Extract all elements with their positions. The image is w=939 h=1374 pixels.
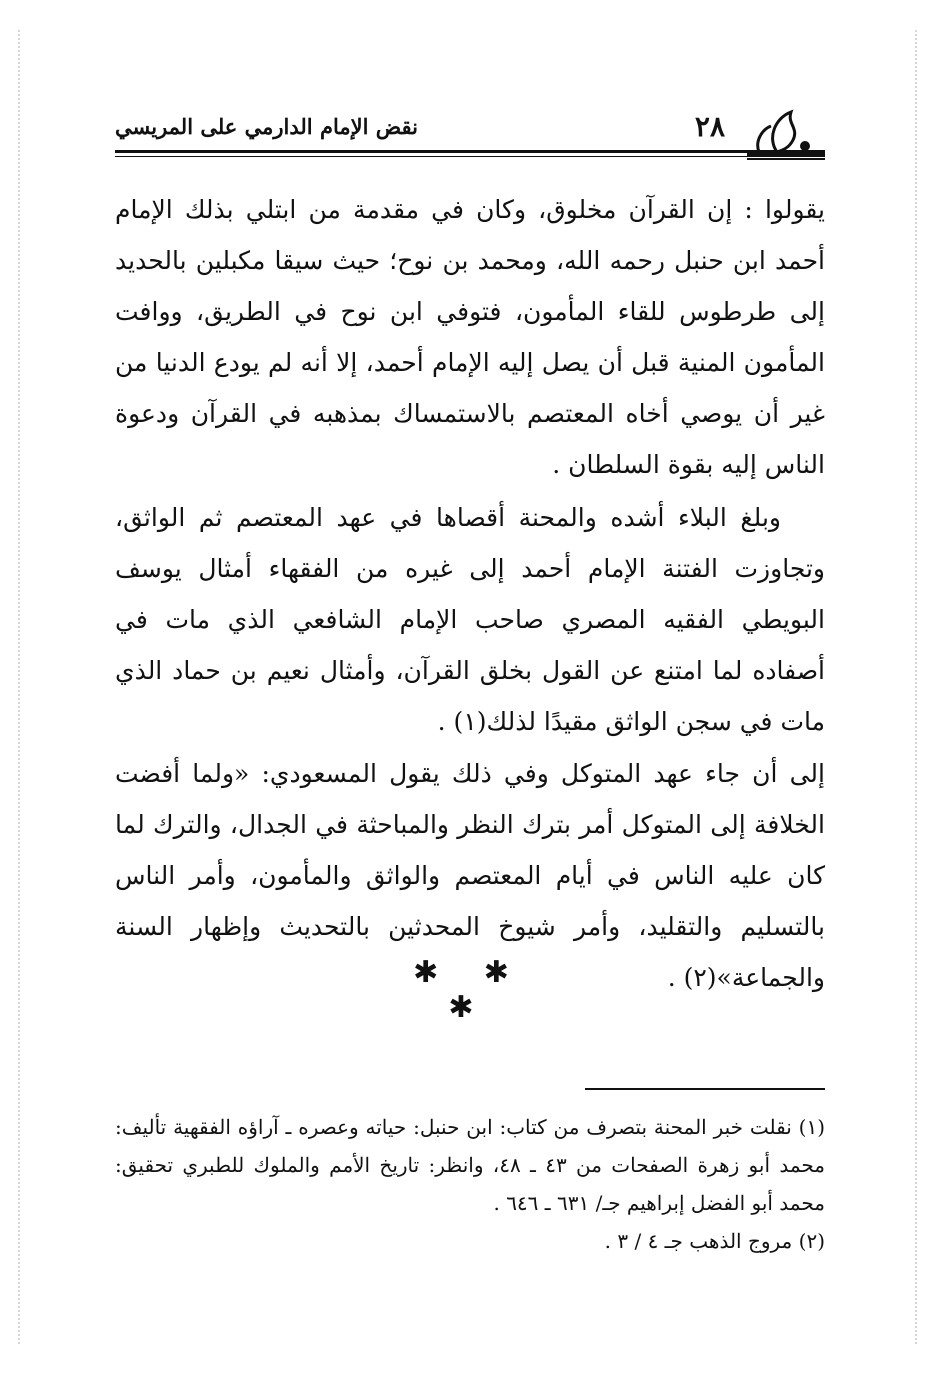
header-rule [115,150,825,157]
footnote-rule [585,1088,825,1090]
paragraph-3: إلى أن جاء عهد المتوكل وفي ذلك يقول المسعودي: «ولما أفضت الخلافة إلى المتوكل أمر بترك النظر والمباحثة في الجدال، والترك لما كان عليه الناس في أيام المعتصم والواثق والمأمون، وأمر الناس بالتسليم والتقليد، وأمر شيوخ المحدثين بالتحديث وإظهار السنة والجماعة»(٢) . [115,759,825,992]
footnote-1: (١) نقلت خبر المحنة بتصرف من كتاب: ابن حنبل: حياته وعصره ـ آراؤه الفقهية تأليف: محمد أبو زهرة الصفحات من ٤٣ ـ ٤٨، وانظر: تاريخ الأمم والملوك للطبري تحقيق: محمد أبو الفضل إبراهيم جـ/ ٦٣١ ـ ٦٤٦ . [115,1115,826,1215]
section-separator: ✱ ✱ ✱ [413,955,527,1025]
paragraph-1: يقولوا : إن القرآن مخلوق، وكان في مقدمة من ابتلي بذلك الإمام أحمد ابن حنبل رحمه الله، ومحمد بن نوح؛ حيث سيقا مكبلين بالحديد إلى طرطوس للقاء المأمون، فتوفي ابن نوح في الطريق، ووافت المأمون المنية قبل أن يصل إليه الإمام أحمد، إلا أنه لم يودع الدنيا من غير أن يوصي أخاه المعتصم بالاستمساك بمذهبه في القرآن ودعوة الناس إليه بقوة السلطان . [115,195,825,479]
running-title: نقض الإمام الدارمي على المريسي [115,114,418,139]
page-header [115,100,825,170]
right-guide [915,30,917,1344]
left-guide [18,30,20,1344]
page-number: ٢٨ [694,110,725,143]
footnote-2: (٢) مروج الذهب جـ ٤ / ٣ . [604,1229,825,1253]
quill-ornament-icon [747,108,825,168]
paragraph-2: وبلغ البلاء أشده والمحنة أقصاها في عهد المعتصم ثم الواثق، وتجاوزت الفتنة الإمام أحمد إلى غيره من الفقهاء أمثال يوسف البويطي الفقيه المصري صاحب الإمام الشافعي الذي مات في أصفاده لما امتنع عن القول بخلق القرآن، وأمثال نعيم بن حماد الذي مات في سجن الواثق مقيدًا لذلك(١) . [115,503,825,736]
footnotes [115,1108,825,1260]
